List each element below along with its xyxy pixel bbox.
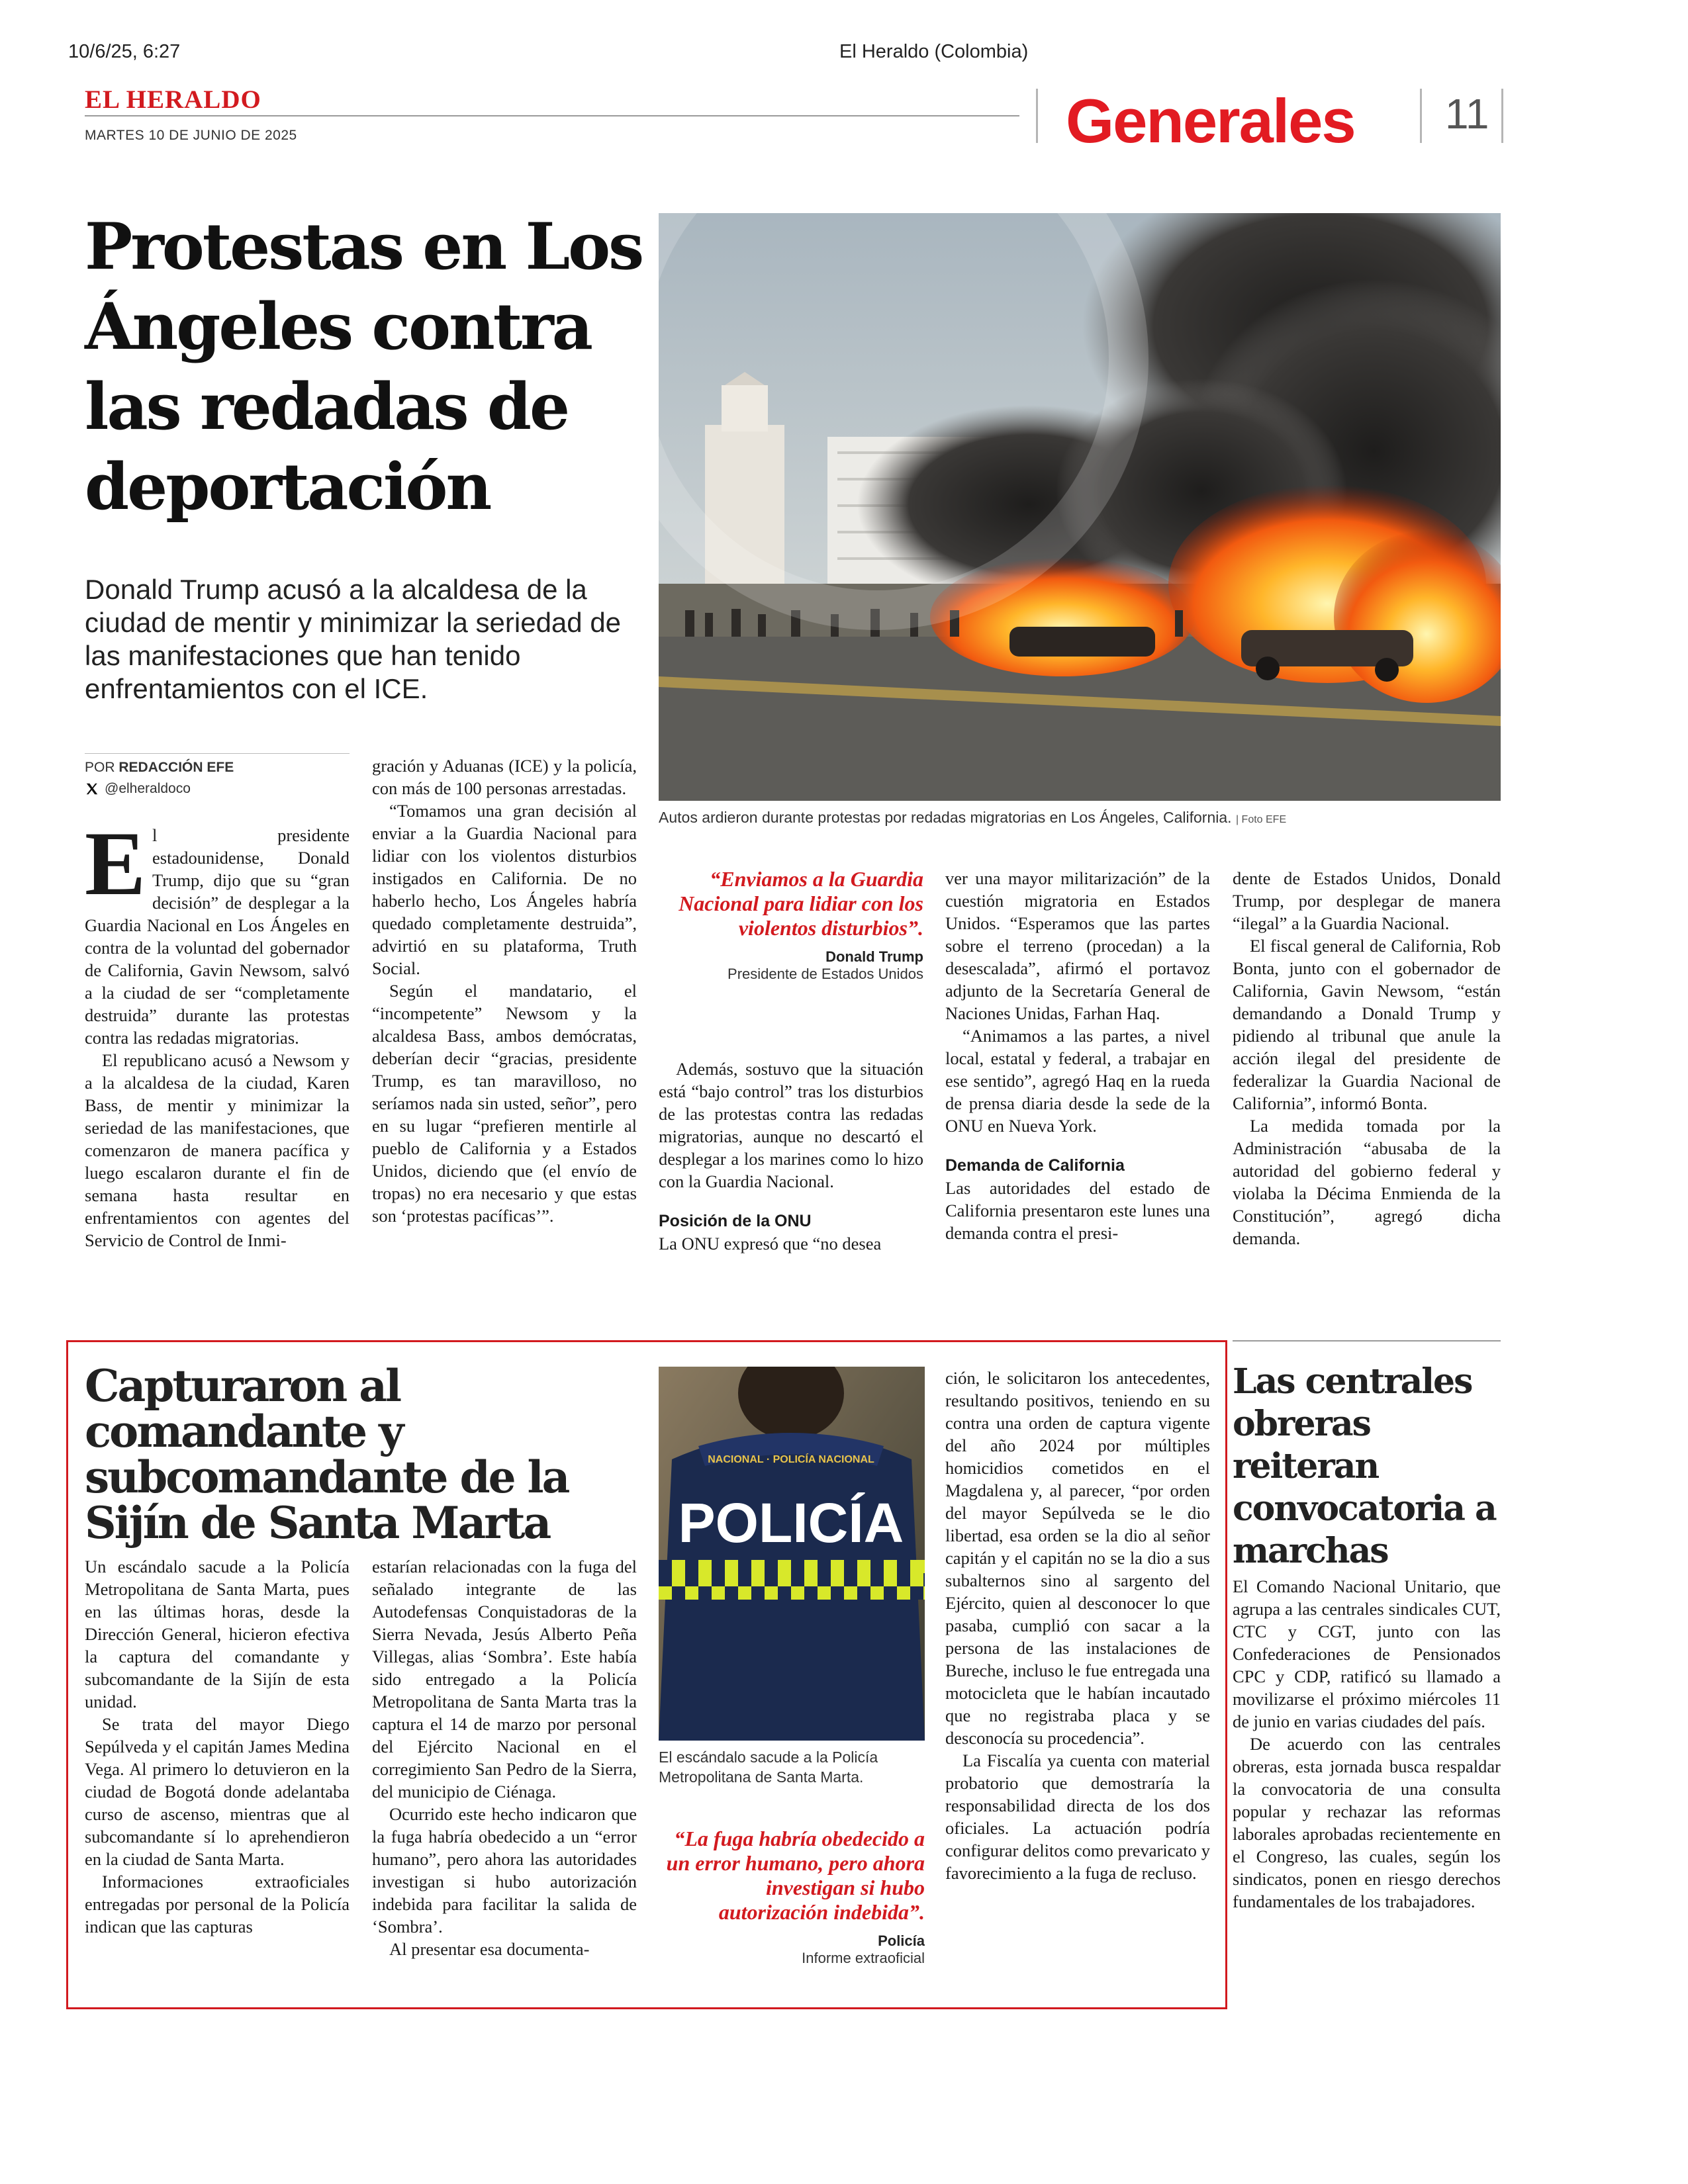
story2-col-1-p1: Un escándalo sacude a la Policía Metropolitana de Santa Marta, pues en las últimas horas, desde la Dirección General, hicieron efectiva la captura del comandante y subcomandante de la Sijín de esta unidad. [85,1557,350,1711]
main-col-5 [1233,867,1501,1250]
main-col-5-p2: El fiscal general de California, Rob Bonta, junto con el gobernador de California, Gavin Newsom, “están demandando a Donald Trump y pidiendo al tribunal que anule la acción ilegal del presidente de federalizar la Guardia Nacional de California”, informó Bonta. [1233,936,1501,1113]
main-photo-caption-text: Autos ardieron durante protestas por redadas migratorias en Los Ángeles, California. [659,809,1232,826]
subhead-california: Demanda de California [945,1156,1125,1175]
story3-body [1233,1575,1501,1913]
main-col-2-p2: “Tomamos una gran decisión al enviar a la Guardia Nacional para lidiar con los violentos disturbios instigados en California. De no haberlo hecho, Los Ángeles habría quedado completamente destruida”, advirtió en su plataforma, Truth Social. [372,801,637,978]
story3-top-rule [1233,1340,1501,1342]
main-col-2-p3: Según el mandatario, el “incompetente” Newsom y la alcaldesa Bass, ambos demócratas, deberían decir “gracias, presidente Trump, es tan maravilloso, no seríamos nada sin usted, señor”, pero en su lugar “prefieren mentirle al pueblo de California y a Estados Unidos, diciendo que (el envío de tropas) no era necesario y que estas son ‘protestas pacíficas’”. [372,981,637,1226]
main-col-1 [85,813,350,1251]
story2-col-2-p3: Al presentar esa documenta- [389,1939,590,1959]
main-headline: Protestas en Los Ángeles contra las redadas de deportación [85,209,643,524]
byline [85,760,234,776]
print-datetime: 10/6/25, 6:27 [68,41,181,62]
byline-author: REDACCIÓN EFE [118,760,234,775]
story3-headline: Las centrales obreras reiteran convocatoria a marchas [1233,1361,1496,1571]
pull-quote-role: Informe extraoficial [802,1950,925,1966]
main-dek: Donald Trump acusó a la alcaldesa de la ciudad de mentir y minimizar la seriedad de las manifestaciones que han tenido enfrentamientos con el ICE. [85,574,622,704]
story2-photo-caption: El escándalo sacude a la Policía Metropolitana de Santa Marta. [659,1749,878,1786]
main-col-2-p1: gración y Aduanas (ICE) y la policía, con más de 100 personas arrestadas. [372,756,637,798]
main-col-4 [945,867,1210,1244]
main-col-3-p1: Además, sostuvo que la situación está “bajo control” tras los disturbios de las protestas contra las redadas migratorias, aunque no descartó el desplegar a los marines como lo hizo con la Guardia Nacional. [659,1059,923,1191]
x-logo-icon [85,782,99,796]
story2-col-3-p1: ción, le solicitaron los antecedentes, resultando positivos, teniendo en su contra una orden de captura vigente del año 2024 por múltiples homicidios cometidos en el Magdalena y, al parecer, “por orden del mayor Sepúlveda se le dio libertad, esa orden se la dio al señor capitán y el capitán no se la dio a sus subalternos sino al sargento del Ejército, quien al desconocer lo que pasaba, cumplió con sacar a la persona de las instalaciones de Bureche, incluso le fue entregada una motocicleta que le habían incautado que no registraba placa y se desconocía su procedencia”. [945,1368,1210,1748]
newspaper-logo: EL HERALDO [85,85,261,114]
main-col-5-p3: La medida tomada por la Administración “abusaba de la autoridad del gobierno federal y violaba la Décima Enmienda de la Constitución”, agregó dicha demanda. [1233,1116,1501,1248]
story2-col-1-p2: Se trata del mayor Diego Sepúlveda y el capitán James Medina Vega. Al primero lo detuvieron en la ciudad de Bogotá donde adelantaba curso de ascenso, mientras que al subcomandante sí lo aprehendieron en la ciudad de Santa Marta. [85,1714,350,1869]
main-col-3-p2: La ONU expresó que “no desea [659,1234,882,1253]
main-col-1-p2: El republicano acusó a Newsom y a la alcaldesa de la ciudad, Karen Bass, de mentir y minimizar la seriedad de las manifestaciones, que comenzaron de manera pacífica y luego escalaron durante el fin de semana hasta resultar en enfrentamientos con agentes del Servicio de Control de Inmi- [85,1050,350,1250]
story2-col-1 [85,1555,350,1938]
main-col-4-p2: “Animamos a las partes, a nivel local, estatal y federal, a trabajar en ese sentido”, agregó Haq en la rueda de prensa diaria desde la sede de la ONU en Nueva York. [945,1026,1210,1136]
police-back-image [659,1367,925,1741]
main-col-5-p1: dente de Estados Unidos, Donald Trump, por desplegar de manera “ilegal” a la Guardia Nacional. [1233,868,1501,933]
burning-cars-image [659,213,1501,801]
pull-quote-trump [659,867,923,983]
main-col-4-p3: Las autoridades del estado de California presentaron este lunes una demanda contra el presi- [945,1178,1210,1243]
police-badge-text: NACIONAL · POLICÍA NACIONAL [708,1454,874,1465]
story2-col-3 [945,1367,1210,1884]
social-handle [85,781,191,797]
masthead-divider [1036,89,1038,143]
story2-col-2-p2: Ocurrido este hecho indicaron que la fuga habría obedecido a un “error humano”, pero ahora las autoridades investigan si hubo autorización indebida para facilitar la salida de ‘Sombra’. [372,1804,637,1936]
police-photo [659,1367,925,1741]
byline-prefix: POR [85,760,115,775]
main-photo-caption [659,807,1506,830]
subhead-onu: Posición de la ONU [659,1212,812,1230]
story2-col-2-p1: estarían relacionadas con la fuga del señalado integrante de las Autodefensas Conquistadoras de la Sierra Nevada, Jesús Alberto Peña Villegas, alias ‘Sombra’. Este había sido entregado a la Policía Metropolitana de Santa Marta tras la captura el 14 de marzo por personal del Ejército Nacional en el corregimiento San Pedro de la Sierra, del municipio de Ciénaga. [372,1557,637,1801]
story2-col-2 [372,1555,637,1960]
story3-p2: De acuerdo con las centrales obreras, esta jornada busca respaldar la convocatoria de una consulta popular y rechazar las reformas laborales aprobadas recientemente en el Congreso, las cuales, según los sindicatos, ponen en riesgo derechos fundamentales de los trabajadores. [1233,1734,1501,1911]
page-number: 11 [1445,90,1489,138]
pull-quote-policia [659,1827,925,1967]
story3-p1: El Comando Nacional Unitario, que agrupa a las centrales sindicales CUT, CTC y CGT, junto con las Confederaciones de Pensionados CPC y CDP, ratificó su llamado a movilizarse el próximo miércoles 11 de junio en varias ciudades del país. [1233,1576,1501,1731]
pull-quote-name: Donald Trump [825,948,923,965]
main-col-4-p1: ver una mayor militarización” de la cuestión migratoria en Estados Unidos. “Esperamos que las partes sobre el terreno (procedan) a la desescalada”, afirmó el portavoz adjunto de la Secretaría General de Naciones Unidas, Farhan Haq. [945,868,1210,1023]
pull-quote-text: “La fuga habría obedecido a un error humano, pero ahora investigan si hubo autorización indebida”. [666,1827,925,1924]
story2-col-3-p2: La Fiscalía ya cuenta con material probatorio que demostraría la responsabilidad directa de los dos oficiales. La actuación podría configurar delitos como prevaricato y favorecimiento a la fuga de recluso. [945,1751,1210,1883]
dropcap: E [85,813,146,914]
pull-quote-role: Presidente de Estados Unidos [727,966,923,982]
protest-photo [659,213,1501,801]
print-site-title: El Heraldo (Colombia) [839,41,1029,62]
story2-headline: Capturaron al comandante y subcomandante de la Sijín de Santa Marta [85,1360,569,1549]
section-title: Generales [1066,86,1355,156]
social-handle-text: @elheraldoco [105,781,191,796]
pull-quote-name: Policía [878,1933,925,1949]
pull-quote-text: “Enviamos a la Guardia Nacional para lidiar con los violentos disturbios”. [679,867,923,940]
masthead-divider [1420,89,1422,143]
story2-col-1-p3: Informaciones extraoficiales entregadas por personal de la Policía indican que las capturas [85,1872,350,1936]
masthead-rule [85,115,1019,116]
police-vest-text: POLICÍA [678,1492,904,1554]
main-col-1-p1: l presidente estadounidense, Donald Trump, dijo que su “gran decisión” de desplegar a la Guardia Nacional en Los Ángeles en contra de la voluntad del gobernador de California, Gavin Newsom, salvó a la ciudad de ser “completamente destruida” durante las protestas contra las redadas migratorias. [85,825,350,1048]
masthead-divider [1501,89,1503,143]
main-col-3 [659,1058,923,1255]
main-col-2 [372,754,637,1227]
byline-rule [85,753,350,754]
issue-date: MARTES 10 DE JUNIO DE 2025 [85,128,297,143]
main-photo-credit: | Foto EFE [1235,814,1287,825]
